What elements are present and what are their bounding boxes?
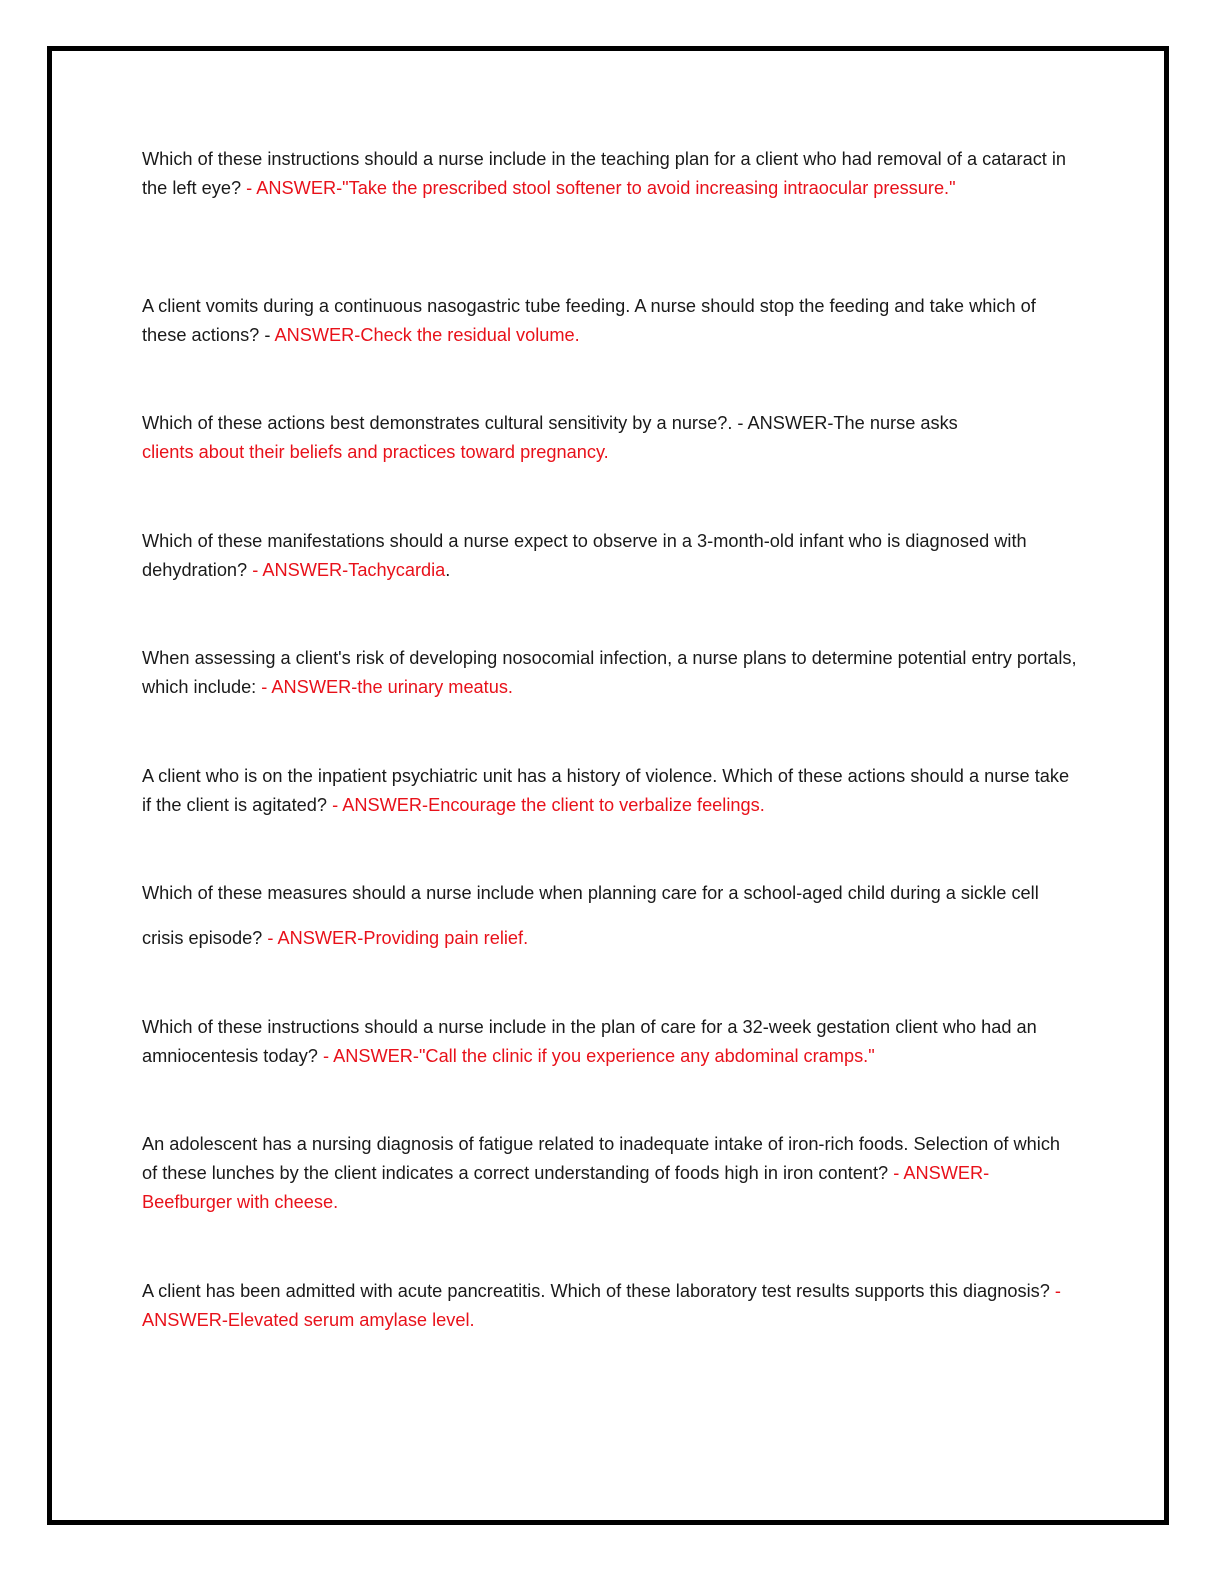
- question-text: An adolescent has a nursing diagnosis of fatigue related to inadequate intake of iron-rich foods. Selection of which of these lunches by the client indicates a correct understanding of foods high in iron content?: [142, 1134, 1061, 1183]
- separator: -: [256, 677, 272, 697]
- answer-text: ANSWER-"Take the prescribed stool softener to avoid increasing intraocular pressure.": [256, 178, 956, 198]
- qa-item-5: [142, 644, 1077, 702]
- question-text: A client has been admitted with acute pancreatitis. Which of these laboratory test results supports this diagnosis?: [142, 1281, 1050, 1301]
- separator: -: [317, 1046, 334, 1066]
- answer-text: clients about their beliefs and practices toward pregnancy.: [142, 442, 609, 462]
- question-text: Which of these actions best demonstrates cultural sensitivity by a nurse?.: [142, 413, 733, 433]
- answer-text: ANSWER-Check the residual volume.: [274, 325, 580, 345]
- qa-item-6: [142, 762, 1077, 820]
- question-text: A client who is on the inpatient psychiatric unit has a history of violence. Which of these actions should a nurse take if the client is agitated?: [142, 766, 1070, 815]
- answer-text: ANSWER-Providing pain relief.: [277, 928, 529, 948]
- answer-text: ANSWER-"Call the clinic if you experience any abdominal cramps.": [333, 1046, 875, 1066]
- separator: -: [259, 325, 275, 345]
- answer-text: ANSWER-Tachycardia: [262, 560, 446, 580]
- separator: -: [1049, 1281, 1061, 1301]
- question-text: Which of these manifestations should a nurse expect to observe in a 3-month-old infant who is diagnosed with dehydration?: [142, 531, 1027, 580]
- qa-item-1: [142, 145, 1077, 203]
- question-text: Which of these instructions should a nurse include in the teaching plan for a client who had removal of a cataract in the left eye?: [142, 149, 1067, 198]
- qa-item-2: [142, 292, 1077, 350]
- separator: -: [247, 560, 263, 580]
- answer-text: ANSWER-Elevated serum amylase level.: [142, 1310, 475, 1330]
- separator: -: [327, 795, 343, 815]
- separator: -: [262, 928, 278, 948]
- answer-text: ANSWER-Encourage the client to verbalize feelings.: [342, 795, 765, 815]
- answer-prefix: ANSWER-The nurse asks: [747, 413, 958, 433]
- answer-trailing: .: [445, 560, 451, 580]
- answer-text: ANSWER-the urinary meatus.: [271, 677, 513, 697]
- qa-item-3: [142, 409, 1077, 467]
- separator: -: [241, 178, 257, 198]
- qa-item-4: [142, 527, 1077, 585]
- separator: -: [888, 1163, 904, 1183]
- qa-item-8: [142, 1013, 1077, 1071]
- question-text: A client vomits during a continuous nasogastric tube feeding. A nurse should stop the feeding and take which of these actions?: [142, 296, 1036, 345]
- qa-item-7: [142, 871, 1077, 961]
- separator: -: [732, 413, 748, 433]
- answer-text: ANSWER-Beefburger with cheese.: [142, 1163, 990, 1212]
- question-text: Which of these measures should a nurse include when planning care for a school-aged child during a sickle cell crisis episode?: [142, 883, 1039, 948]
- question-text: When assessing a client's risk of developing nosocomial infection, a nurse plans to determine potential entry portals, which include:: [142, 648, 1077, 697]
- question-text: Which of these instructions should a nurse include in the plan of care for a 32-week gestation client who had an amniocentesis today?: [142, 1017, 1037, 1066]
- qa-item-9: [142, 1130, 1077, 1217]
- qa-item-10: [142, 1277, 1077, 1335]
